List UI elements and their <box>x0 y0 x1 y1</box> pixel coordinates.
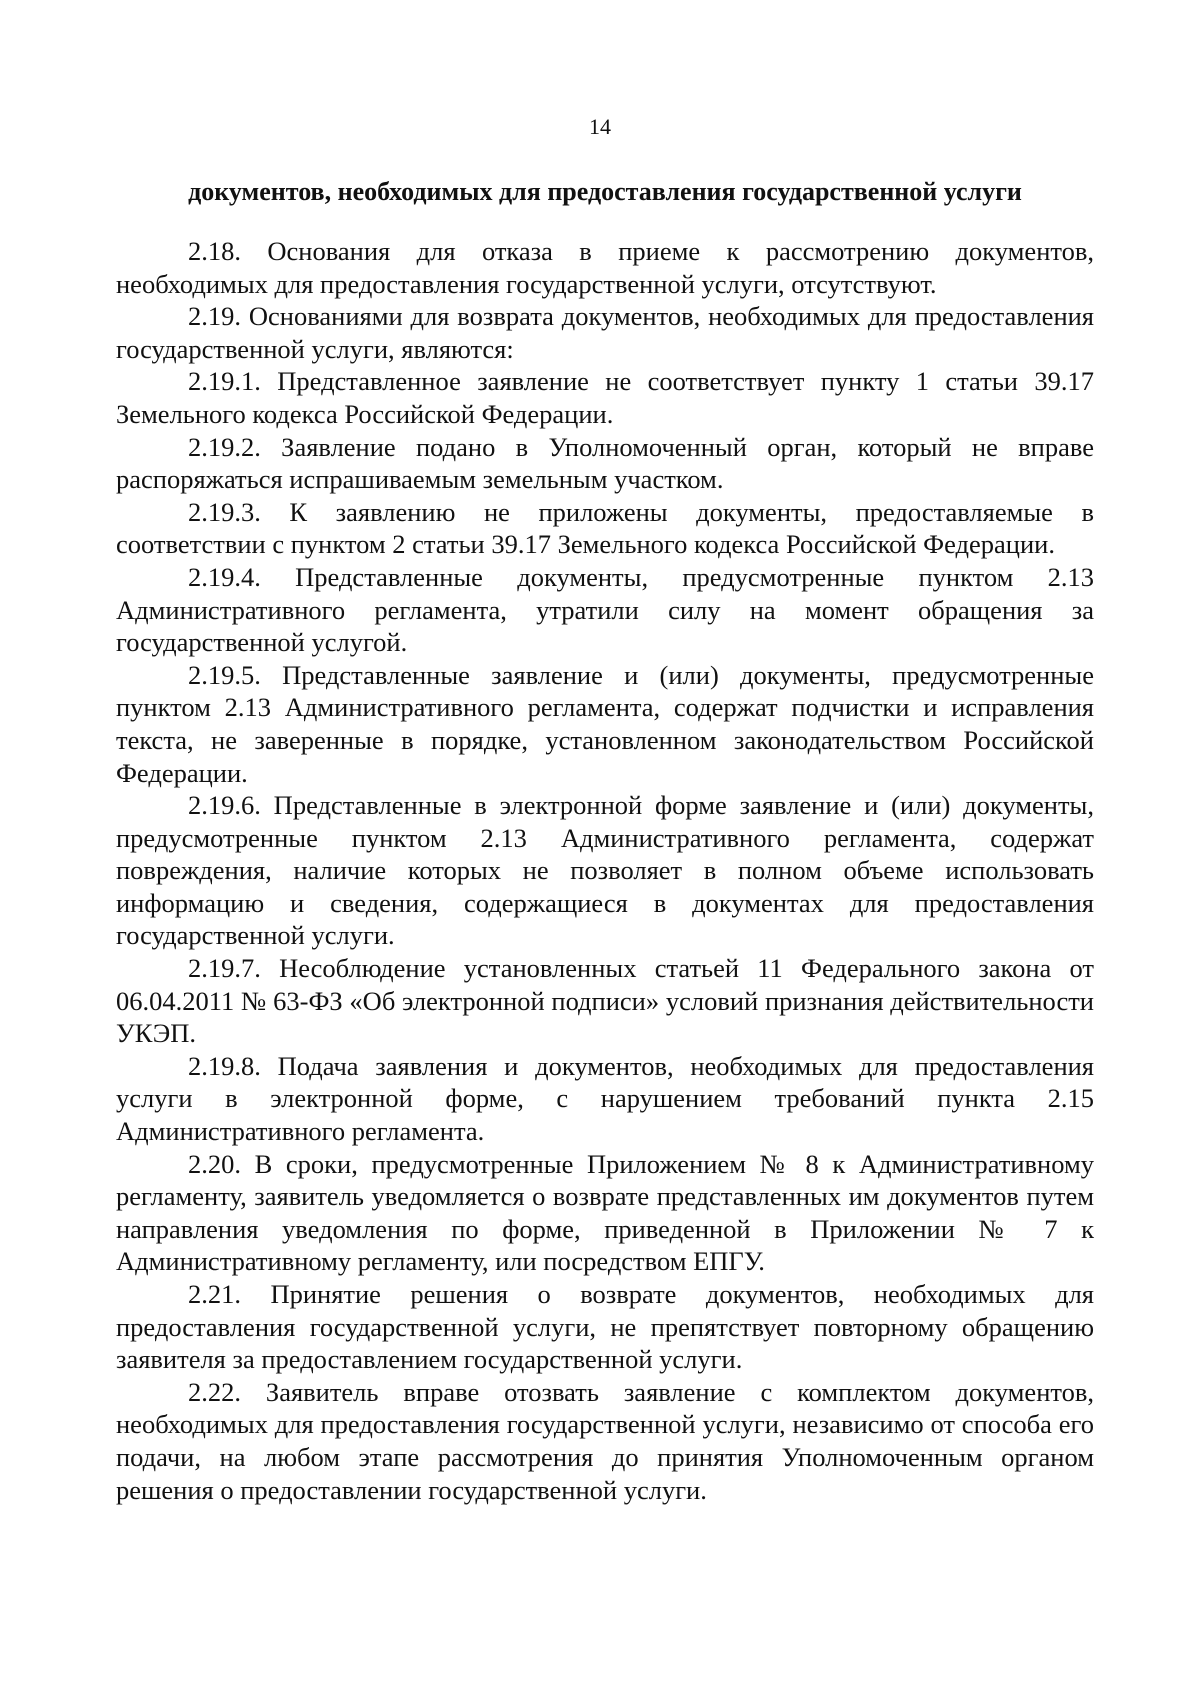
paragraph-2-18: 2.18. Основания для отказа в приеме к рассмотрению документов, необходимых для предоставления государственной услуги, отсутствуют. <box>116 236 1094 299</box>
paragraph-2-19-8: 2.19.8. Подача заявления и документов, необходимых для предоставления услуги в электронной форме, с нарушением требований пункта 2.15 Административного регламента. <box>116 1050 1094 1147</box>
paragraph-2-19: 2.19. Основаниями для возврата документов, необходимых для предоставления государственной услуги, являются: <box>116 301 1094 364</box>
paragraph-2-19-5: 2.19.5. Представленные заявление и (или) документы, предусмотренные пунктом 2.13 Административного регламента, содержат подчистки и исправления текста, не заверенные в порядке, установленном законодательством Российской Федерации. <box>116 659 1094 788</box>
paragraph-2-20: 2.20. В сроки, предусмотренные Приложением № 8 к Административному регламенту, заявитель уведомляется о возврате представленных им документов путем направления уведомления по форме, приведенной в Приложении № 7 к Административному регламенту, или посредством ЕПГУ. <box>116 1148 1094 1277</box>
page-number: 14 <box>589 114 611 139</box>
paragraph-2-22: 2.22. Заявитель вправе отозвать заявление с комплектом документов, необходимых для предоставления государственной услуги, независимо от способа его подачи, на любом этапе рассмотрения до принятия Уполномоченным органом решения о предоставлении государственной услуги. <box>116 1376 1094 1505</box>
paragraph-2-19-4: 2.19.4. Представленные документы, предусмотренные пунктом 2.13 Административного регламента, утратили силу на момент обращения за государственной услугой. <box>116 561 1094 658</box>
document-body <box>116 235 1094 1506</box>
paragraph-2-19-1: 2.19.1. Представленное заявление не соответствует пункту 1 статьи 39.17 Земельного кодекса Российской Федерации. <box>116 366 1094 429</box>
paragraph-2-19-6: 2.19.6. Представленные в электронной форме заявление и (или) документы, предусмотренные пунктом 2.13 Административного регламента, содержат повреждения, наличие которых не позволяет в полном объеме использовать информацию и сведения, содержащиеся в документах для предоставления государственной услуги. <box>116 790 1094 951</box>
section-heading-continuation: документов, необходимых для предоставления государственной услуги <box>188 177 1022 206</box>
paragraph-2-21: 2.21. Принятие решения о возврате документов, необходимых для предоставления государственной услуги, не препятствует повторному обращению заявителя за предоставлением государственной услуги. <box>116 1279 1094 1375</box>
paragraph-2-19-7: 2.19.7. Несоблюдение установленных статьей 11 Федерального закона от 06.04.2011 № 63-ФЗ «Об электронной подписи» условий признания действительности УКЭП. <box>116 953 1094 1049</box>
paragraph-2-19-2: 2.19.2. Заявление подано в Уполномоченный орган, который не вправе распоряжаться испрашиваемым земельным участком. <box>116 431 1094 495</box>
paragraph-2-19-3: 2.19.3. К заявлению не приложены документы, предоставляемые в соответствии с пунктом 2 статьи 39.17 Земельного кодекса Российской Федерации. <box>116 496 1094 560</box>
